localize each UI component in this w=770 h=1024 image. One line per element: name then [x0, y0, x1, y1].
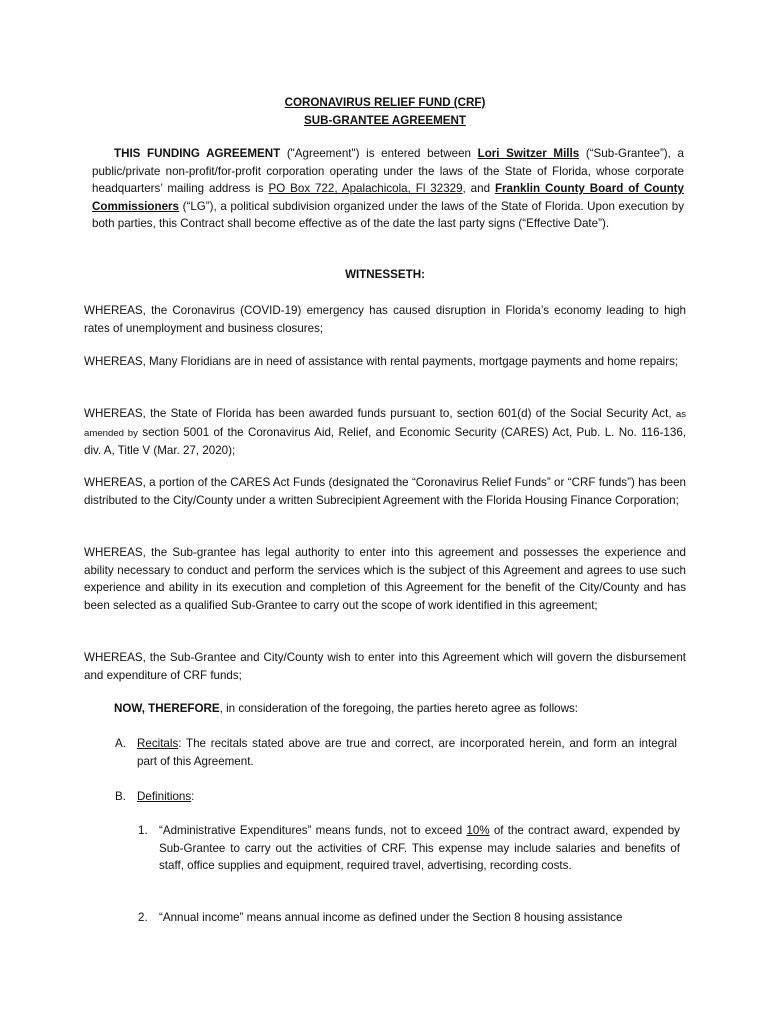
section-a-body	[137, 735, 677, 770]
section-b-body	[137, 788, 677, 806]
now-therefore-bold: NOW, THEREFORE	[114, 702, 220, 715]
whereas-clause-3	[84, 405, 686, 460]
definition-1-text-b: of the contract award, expended by Sub-Grantee to carry out the activities of CRF. This expense may include salaries and benefits of staff, office supplies and equipment, required travel, advertising, recording costs.	[159, 824, 680, 873]
definition-1-body	[159, 822, 680, 875]
whereas-clause-1: WHEREAS, the Coronavirus (COVID-19) emergency has caused disruption in Florida’s economy leading to high rates of unemployment and business closures;	[84, 304, 686, 335]
section-a-text: : The recitals stated above are true and correct, are incorporated herein, and form an integral part of this Agreement.	[137, 737, 677, 768]
whereas-clause-5: WHEREAS, the Sub-grantee has legal authority to enter into this agreement and possesses the experience and ability necessary to conduct and perform the services which is the subject of this Agreement and agrees to use such experience and ability in its execution and completion of this Agreement for the benefit of the City/County and has been selected as a qualified Sub-Grantee to carry out the scope of work identified in this agreement;	[84, 546, 686, 612]
admin-cap-percent: 10%	[466, 824, 490, 837]
definition-1-marker: 1.	[138, 824, 148, 837]
witnesseth-heading: WITNESSETH:	[345, 268, 425, 281]
intro-text-2: (“Sub-Grantee”), a public/private non-profit/for-profit corporation operating under the laws of the State of Florida, whose corporate headquarters’ mailing address is	[92, 147, 684, 196]
intro-text-1: ("Agreement") is entered between	[280, 147, 478, 160]
section-b-title: Definitions	[137, 790, 192, 803]
section-b-colon: :	[191, 790, 195, 803]
subgrantee-name: Lori Switzer Mills	[477, 147, 580, 160]
mailing-address: PO Box 722, Apalachicola, Fl 32329	[268, 182, 463, 196]
whereas-3-text-a: WHEREAS, the State of Florida has been awarded funds pursuant to, section 601(d) of the Social Security Act,	[84, 407, 676, 420]
intro-lead: THIS FUNDING AGREEMENT	[114, 147, 281, 160]
definition-2-marker: 2.	[138, 911, 148, 924]
section-a-title: Recitals	[137, 737, 179, 750]
document-subtitle: SUB-GRANTEE AGREEMENT	[304, 114, 466, 127]
intro-text-4: (“LG”), a political subdivision organized under the laws of the State of Florida. Upon execution by both parties, this Contract shall become effective as of the date the last party signs (“Effective Date”).	[92, 199, 684, 231]
now-therefore-text: , in consideration of the foregoing, the parties hereto agree as follows:	[219, 702, 578, 715]
intro-text-3: , and	[462, 182, 495, 196]
whereas-clause-2: WHEREAS, Many Floridians are in need of assistance with rental payments, mortgage payments and home repairs;	[84, 355, 679, 368]
whereas-clause-6: WHEREAS, the Sub-Grantee and City/County wish to enter into this Agreement which will govern the disbursement and expenditure of CRF funds;	[84, 651, 686, 682]
intro-paragraph	[92, 145, 684, 233]
local-government-name: Franklin County Board of County Commissioners	[92, 182, 684, 213]
now-therefore-paragraph	[114, 700, 674, 718]
section-b-marker: B.	[115, 790, 126, 803]
document-title: CORONAVIRUS RELIEF FUND (CRF)	[284, 96, 486, 109]
whereas-clause-4: WHEREAS, a portion of the CARES Act Funds (designated the “Coronavirus Relief Funds” or “CRF funds”) has been distributed to the City/County under a written Subrecipient Agreement with the Florida Housing Finance Corporation;	[84, 476, 686, 507]
definition-1-text-a: “Administrative Expenditures” means funds, not to exceed	[159, 824, 467, 837]
whereas-3-small: as amended by	[84, 409, 686, 439]
section-a-marker: A.	[115, 737, 126, 750]
definition-2-body: “Annual income” means annual income as defined under the Section 8 housing assistance	[159, 911, 623, 924]
whereas-3-text-b: section 5001 of the Coronavirus Aid, Relief, and Economic Security (CARES) Act, Pub. L. No. 116-136, div. A, Title V (Mar. 27, 2020);	[84, 425, 686, 458]
